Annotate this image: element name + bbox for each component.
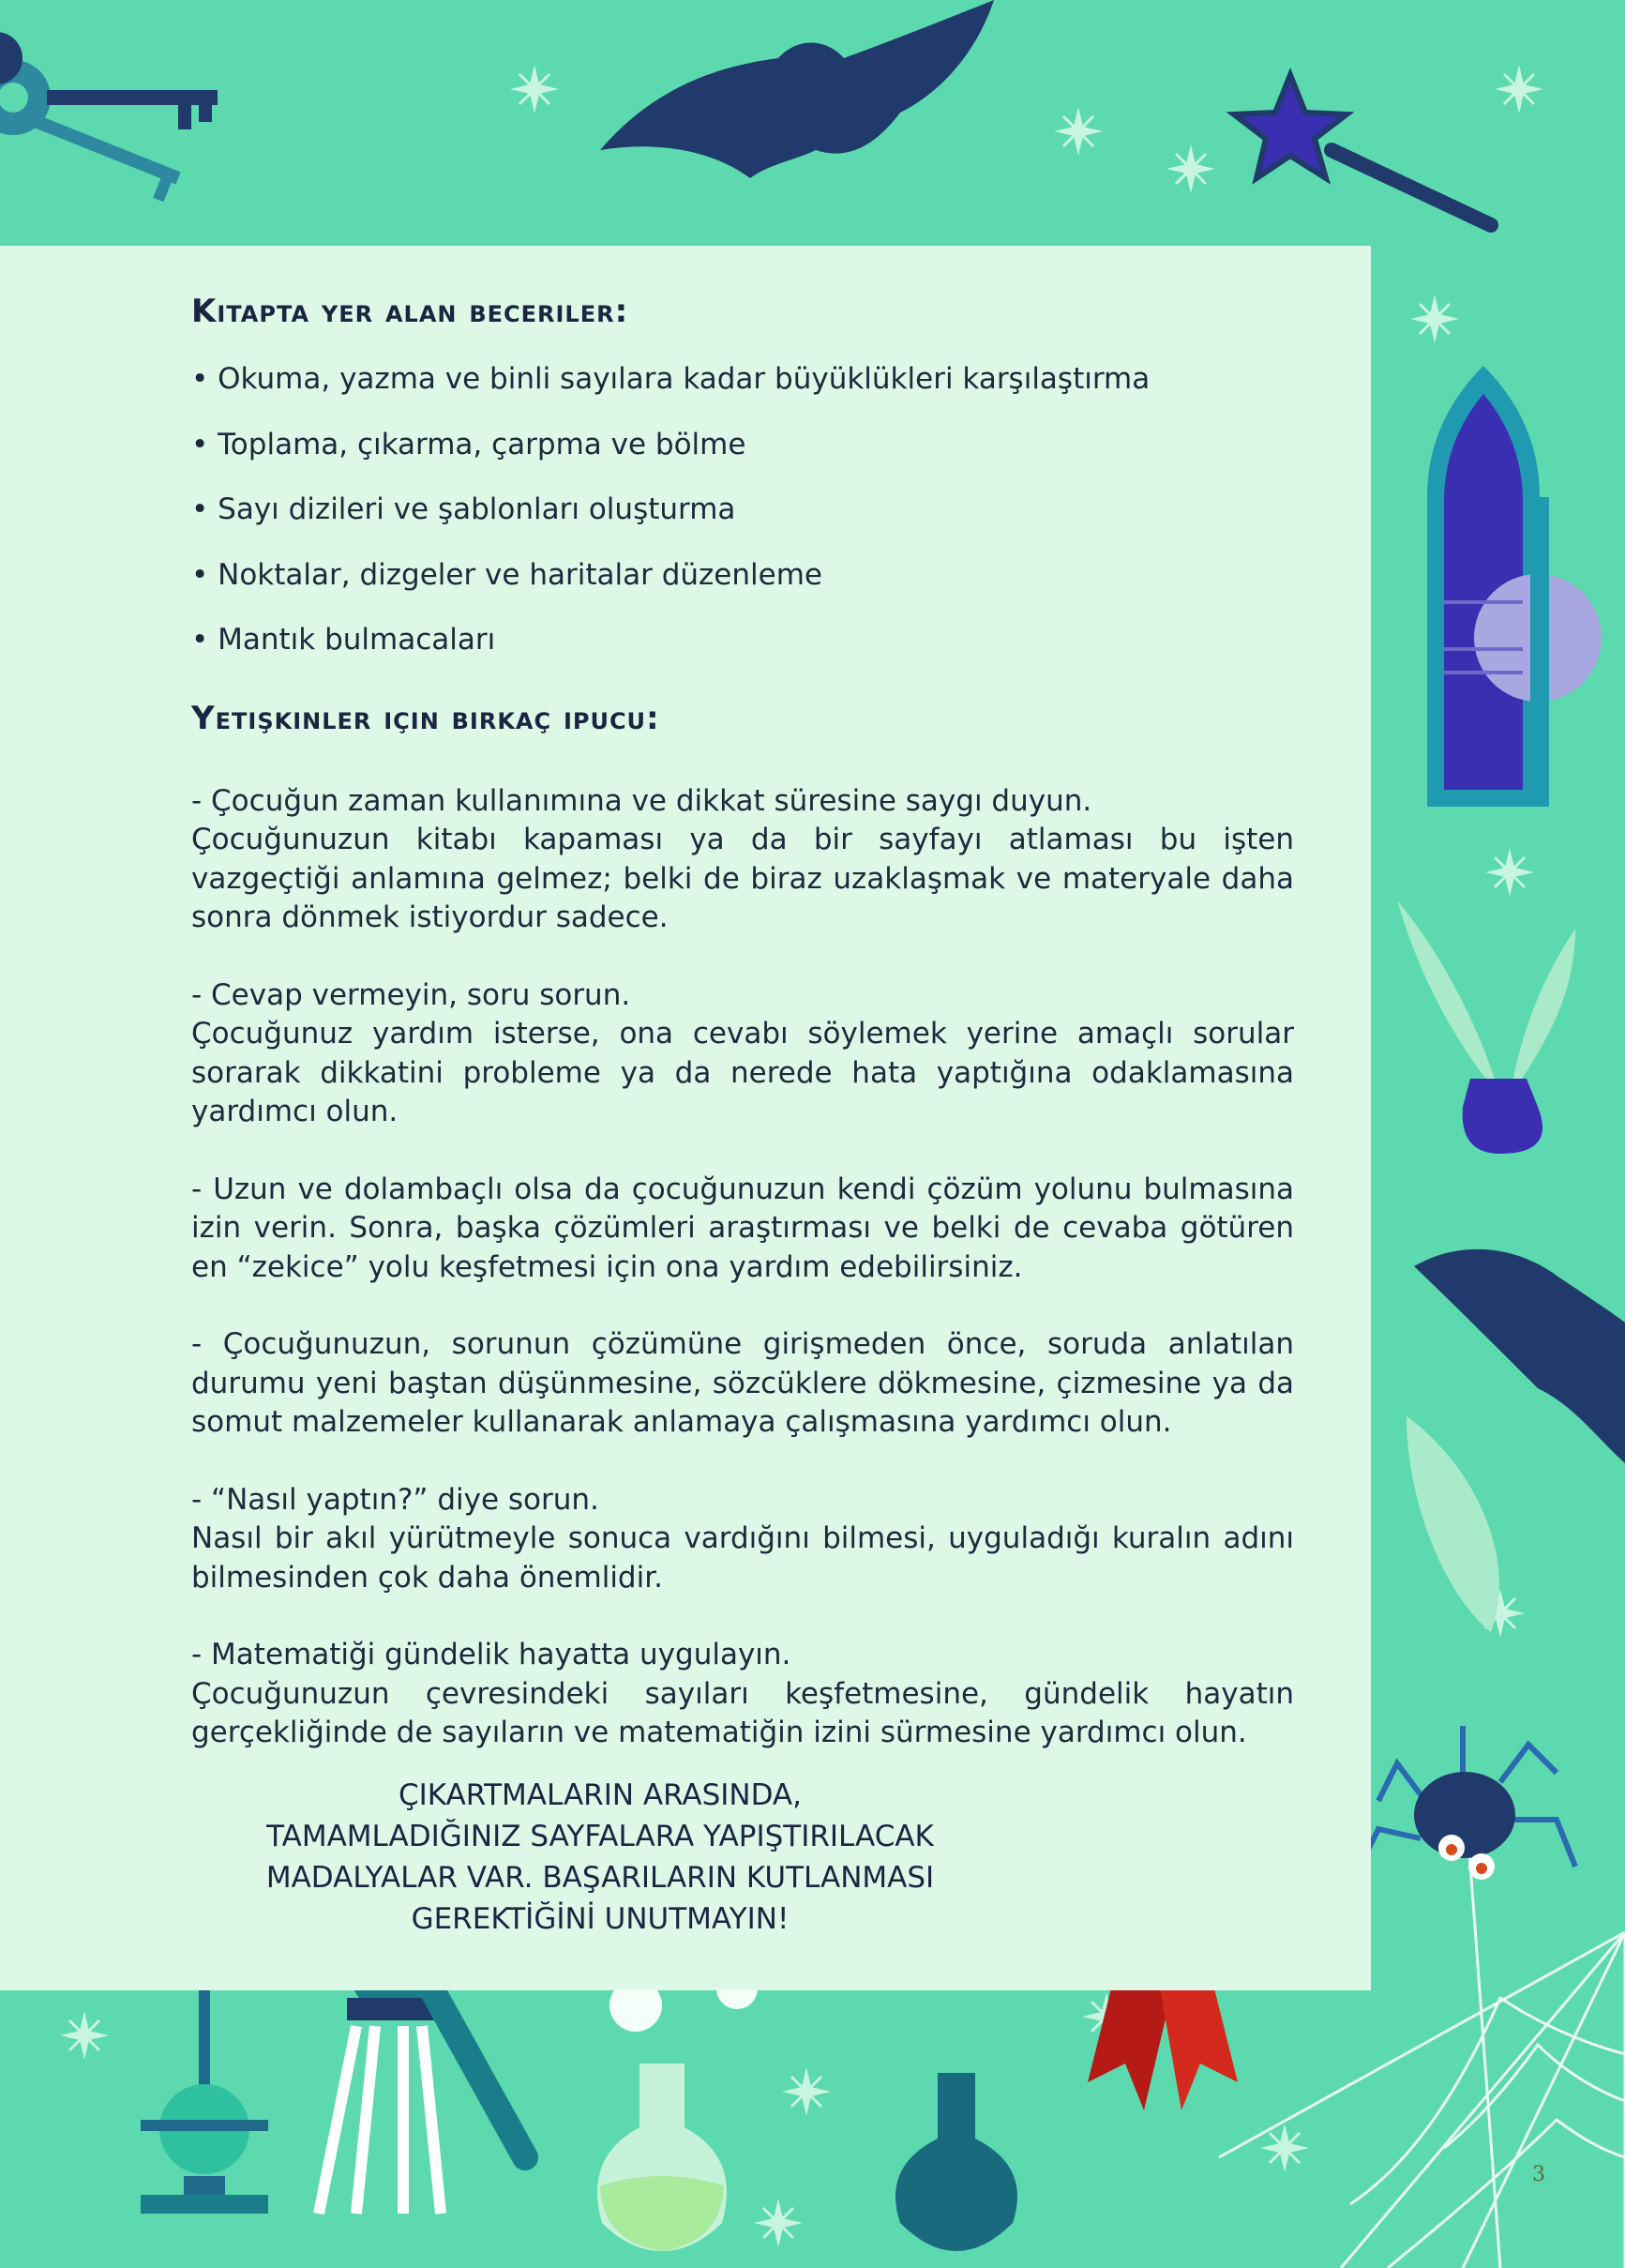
note-line: GEREKTİĞİNİ UNUTMAYIN! (411, 1902, 790, 1936)
main-content (191, 293, 1294, 1792)
tip-paragraph (191, 976, 1294, 1132)
feather-icon (1407, 1416, 1499, 1632)
tip-paragraph (191, 1325, 1294, 1443)
quill-inkwell-icon (1397, 900, 1575, 1154)
page-number: 3 (1532, 2163, 1545, 2186)
tips-heading: Yetişkinler için birkaç ipucu: (191, 699, 660, 737)
list-item: • Okuma, yazma ve binli sayılara kadar büyüklükleri karşılaştırma (191, 347, 1294, 413)
list-item: • Toplama, çıkarma, çarpma ve bölme (191, 413, 1294, 478)
tip-lead: - Matematiği gündelik hayatta uygulayın. (191, 1638, 791, 1671)
list-item: • Mantık bulmacaları (191, 608, 1294, 673)
note-line: TAMAMLADIĞINIZ SAYFALARA YAPIŞTIRILACAK (266, 1820, 934, 1853)
tip-body: - Çocuğunuzun, sorunun çözümüne girişmeden önce, soruda anlatılan durumu yeni baştan düşünmesine, sözcüklere dökmesine, çizmesine ya da somut malzemeler kullanarak anlamaya çalışmasına yardımcı olun. (191, 1327, 1294, 1439)
sticker-note (216, 1775, 985, 1940)
list-item: • Noktalar, dizgeler ve haritalar düzenleme (191, 543, 1294, 609)
skills-list (191, 347, 1294, 673)
tip-body: Çocuğunuz yardım isterse, ona cevabı söylemek yerine amaçlı sorular sorarak dikkatini probleme ya da nerede hata yaptığına odaklamasına yardımcı olun. (191, 1017, 1294, 1128)
tip-paragraph (191, 782, 1294, 938)
note-line: ÇIKARTMALARIN ARASINDA, (399, 1778, 802, 1812)
note-line: MADALYALAR VAR. BAŞARILARIN KUTLANMASI (265, 1861, 935, 1895)
magic-wand-icon (1234, 75, 1491, 225)
tip-body: Nasıl bir akıl yürütmeyle sonuca vardığını bilmesi, uyguladığı kuralın adını bilmesinden çok daha önemlidir. (191, 1521, 1294, 1595)
bat-icon (600, 0, 994, 178)
skills-heading: Kitapta yer alan beceriler: (191, 293, 629, 330)
tip-paragraph (191, 1171, 1294, 1288)
spider-icon (1360, 1726, 1575, 1880)
tip-body: Çocuğunuzun çevresindeki sayıları keşfetmesine, gündelik hayatın gerçekliğinde de sayıların ve matematiğin izini sürmesine yardımcı olun. (191, 1676, 1294, 1749)
window-icon (1427, 366, 1602, 807)
tip-body: Çocuğunuzun kitabı kapaması ya da bir sayfayı atlaması bu işten vazgeçtiği anlamına gelmez; belki de biraz uzaklaşmak ve materyale daha sonra dönmek istiyordur sadece. (191, 823, 1294, 934)
flask-icon (895, 2073, 1017, 2251)
tip-lead: - “Nasıl yaptın?” diye sorun. (191, 1482, 599, 1517)
key-icon (0, 32, 218, 202)
tip-body: - Uzun ve dolambaçlı olsa da çocuğunuzun kendi çözüm yolunu bulmasına izin verin. Sonra, başka çözümleri araştırması ve belki de cevaba götüren en “zekice” yolu keşfetmesi için ona yardım edebilirsiniz. (191, 1172, 1294, 1284)
bat-icon (1414, 1249, 1625, 1463)
tip-lead: - Çocuğun zaman kullanımına ve dikkat süresine saygı duyun. (191, 783, 1092, 818)
list-item: • Sayı dizileri ve şablonları oluşturma (191, 477, 1294, 543)
tips-list (191, 782, 1294, 1753)
tip-paragraph (191, 1481, 1294, 1598)
tip-paragraph (191, 1636, 1294, 1753)
flask-icon (597, 2064, 727, 2251)
tip-lead: - Cevap vermeyin, soru sorun. (191, 977, 631, 1012)
